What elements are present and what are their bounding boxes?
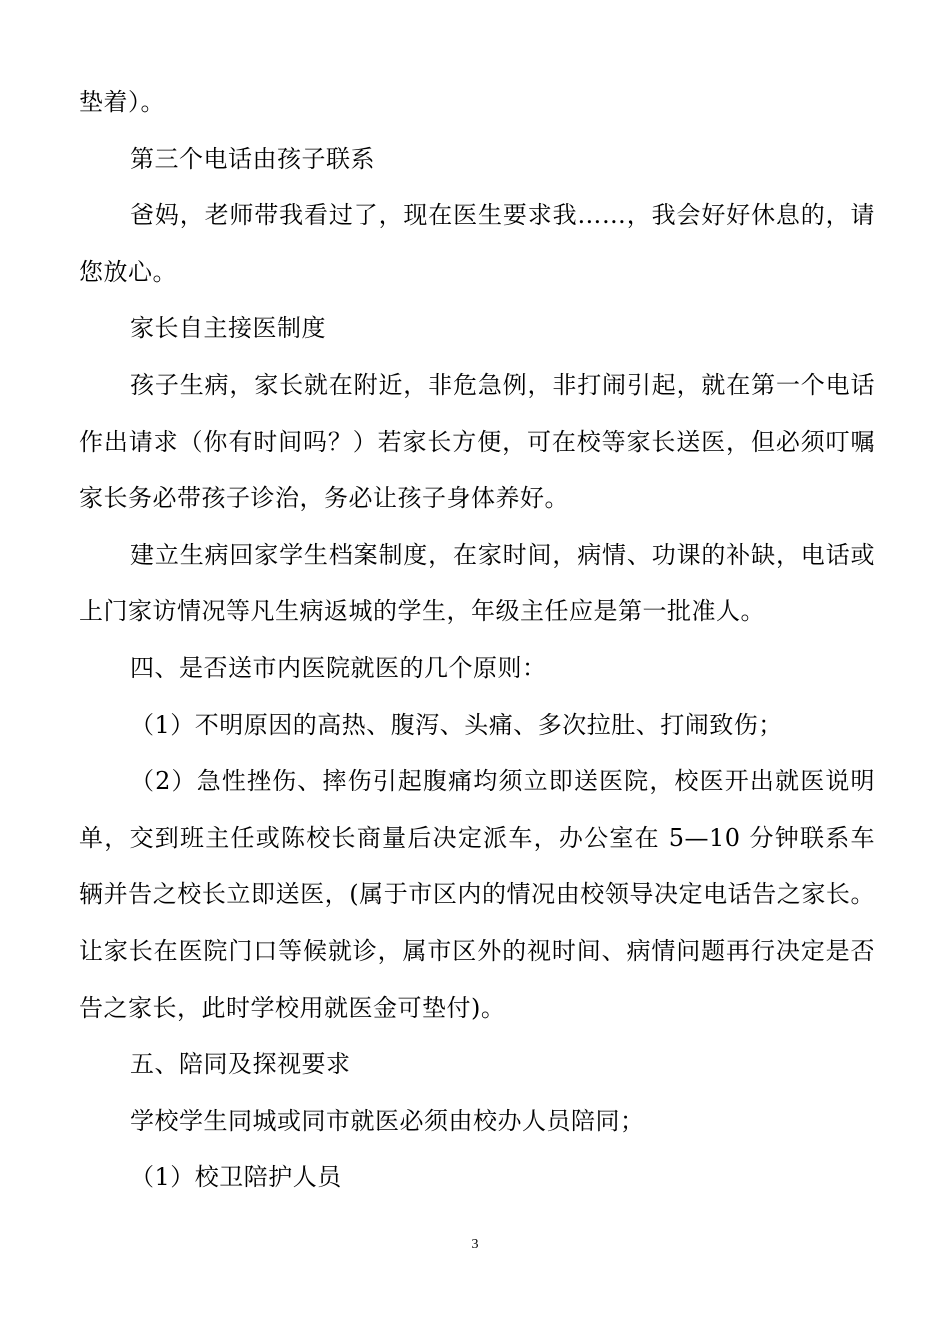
paragraph-continuation: 垫着）。 <box>79 88 165 116</box>
list-item-principle-2: （2）急性挫伤、摔伤引起腹痛均须立即送医院，校医开出就医说明单，交到班主任或陈校长商量后决定派车，办公室在 5—10 分钟联系车辆并告之校长立即送医，(属于市区内的情况由校领导决定电话告之家长。让家长在医院门口等候就诊，属市区外的视时间、病情问题再行决定是否告之家长，此时学校用就医金可垫付)。 <box>79 767 875 1022</box>
paragraph-sick-record-rule: 建立生病回家学生档案制度，在家时间，病情、功课的补缺，电话或上门家访情况等凡生病返城的学生，年级主任应是第一批准人。 <box>79 540 875 626</box>
page-number: 3 <box>471 1237 479 1252</box>
paragraph-parent-pickup-heading: 家长自主接医制度 <box>130 314 326 343</box>
document-body <box>79 74 875 1206</box>
section-heading-hospital-principles: 四、是否送市内医院就医的几个原则： <box>130 653 547 682</box>
section-heading-accompany: 五、陪同及探视要求 <box>130 1050 351 1079</box>
paragraph-parent-pickup-rule: 孩子生病，家长就在附近，非危急例，非打闹引起，就在第一个电话作出请求（你有时间吗？）若家长方便，可在校等家长送医，但必须叮嘱家长务必带孩子诊治，务必让孩子身体养好。 <box>79 370 875 513</box>
paragraph-accompany-rule: 学校学生同城或同市就医必须由校办人员陪同； <box>130 1106 645 1135</box>
list-item-principle-1: （1）不明原因的高热、腹泻、头痛、多次拉肚、打闹致伤； <box>130 710 783 739</box>
list-item-accompany-1: （1）校卫陪护人员 <box>130 1163 342 1192</box>
paragraph-child-message: 爸妈，老师带我看过了，现在医生要求我……，我会好好休息的，请您放心。 <box>79 201 875 286</box>
paragraph-third-call-heading: 第三个电话由孩子联系 <box>130 144 375 173</box>
